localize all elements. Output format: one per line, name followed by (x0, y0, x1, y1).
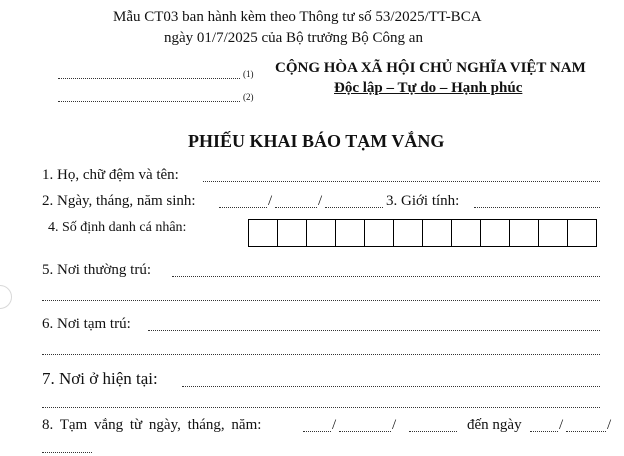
dob-slash-2: / (318, 193, 323, 209)
field-current-label: 7. Nơi ở hiện tại: (42, 369, 158, 388)
field-absence-label: 8. Tạm vắng từ ngày, tháng, năm: (42, 417, 262, 433)
id-digit-cell[interactable] (307, 219, 336, 247)
national-motto: Độc lập – Tự do – Hạnh phúc (334, 80, 523, 96)
field-absence-from-year[interactable] (409, 431, 457, 432)
id-digit-cell[interactable] (481, 219, 510, 247)
absence-slash-2: / (392, 417, 397, 433)
agency-line-1[interactable] (58, 78, 240, 79)
field-temporary-input-2[interactable] (42, 354, 600, 355)
id-digit-cell[interactable] (249, 219, 278, 247)
field-permanent-label: 5. Nơi thường trú: (42, 262, 151, 278)
id-digit-cell[interactable] (278, 219, 307, 247)
id-digit-cell[interactable] (336, 219, 365, 247)
field-permanent-input[interactable] (172, 276, 600, 277)
field-current-input-2[interactable] (42, 407, 600, 408)
absence-slash-3: / (559, 417, 564, 433)
form-code-line: Mẫu CT03 ban hành kèm theo Thông tư số 53/2025/TT-BCA (113, 9, 482, 25)
id-digit-cell[interactable] (539, 219, 568, 247)
field-fullname-label: 1. Họ, chữ đệm và tên: (42, 167, 179, 183)
field-fullname-input[interactable] (203, 181, 600, 182)
page-title: PHIẾU KHAI BÁO TẠM VẮNG (188, 131, 445, 151)
field-dob-month[interactable] (275, 207, 317, 208)
field-dob-label: 2. Ngày, tháng, năm sinh: (42, 193, 196, 209)
field-temporary-label: 6. Nơi tạm trú: (42, 316, 131, 332)
field-dob-year[interactable] (325, 207, 383, 208)
field-id-label: 4. Số định danh cá nhân: (48, 220, 187, 235)
id-digit-cell[interactable] (510, 219, 539, 247)
id-digit-cell[interactable] (365, 219, 394, 247)
id-digit-cell[interactable] (423, 219, 452, 247)
field-gender-label: 3. Giới tính: (386, 193, 460, 209)
field-absence-to-month[interactable] (566, 431, 606, 432)
absence-to-label: đến ngày (467, 417, 522, 433)
dob-slash-1: / (268, 193, 273, 209)
absence-slash-1: / (332, 417, 337, 433)
field-dob-day[interactable] (219, 207, 267, 208)
form-date-line: ngày 01/7/2025 của Bộ trưởng Bộ Công an (164, 30, 423, 46)
field-permanent-input-2[interactable] (42, 300, 600, 301)
footnote-2: (2) (243, 92, 254, 102)
field-temporary-input[interactable] (148, 330, 600, 331)
field-absence-from-month[interactable] (339, 431, 391, 432)
footnote-1: (1) (243, 69, 254, 79)
id-digit-cell[interactable] (394, 219, 423, 247)
page-marker-icon (0, 285, 12, 309)
field-current-input[interactable] (182, 386, 600, 387)
agency-line-2[interactable] (58, 101, 240, 102)
field-absence-to-day[interactable] (530, 431, 558, 432)
field-id-grid (248, 219, 597, 247)
trailing-line (42, 452, 92, 453)
id-digit-cell[interactable] (452, 219, 481, 247)
field-absence-from-day[interactable] (303, 431, 331, 432)
absence-slash-4: / (607, 417, 612, 433)
id-digit-cell[interactable] (568, 219, 597, 247)
national-title: CỘNG HÒA XÃ HỘI CHỦ NGHĨA VIỆT NAM (275, 60, 586, 76)
field-gender-input[interactable] (474, 207, 600, 208)
